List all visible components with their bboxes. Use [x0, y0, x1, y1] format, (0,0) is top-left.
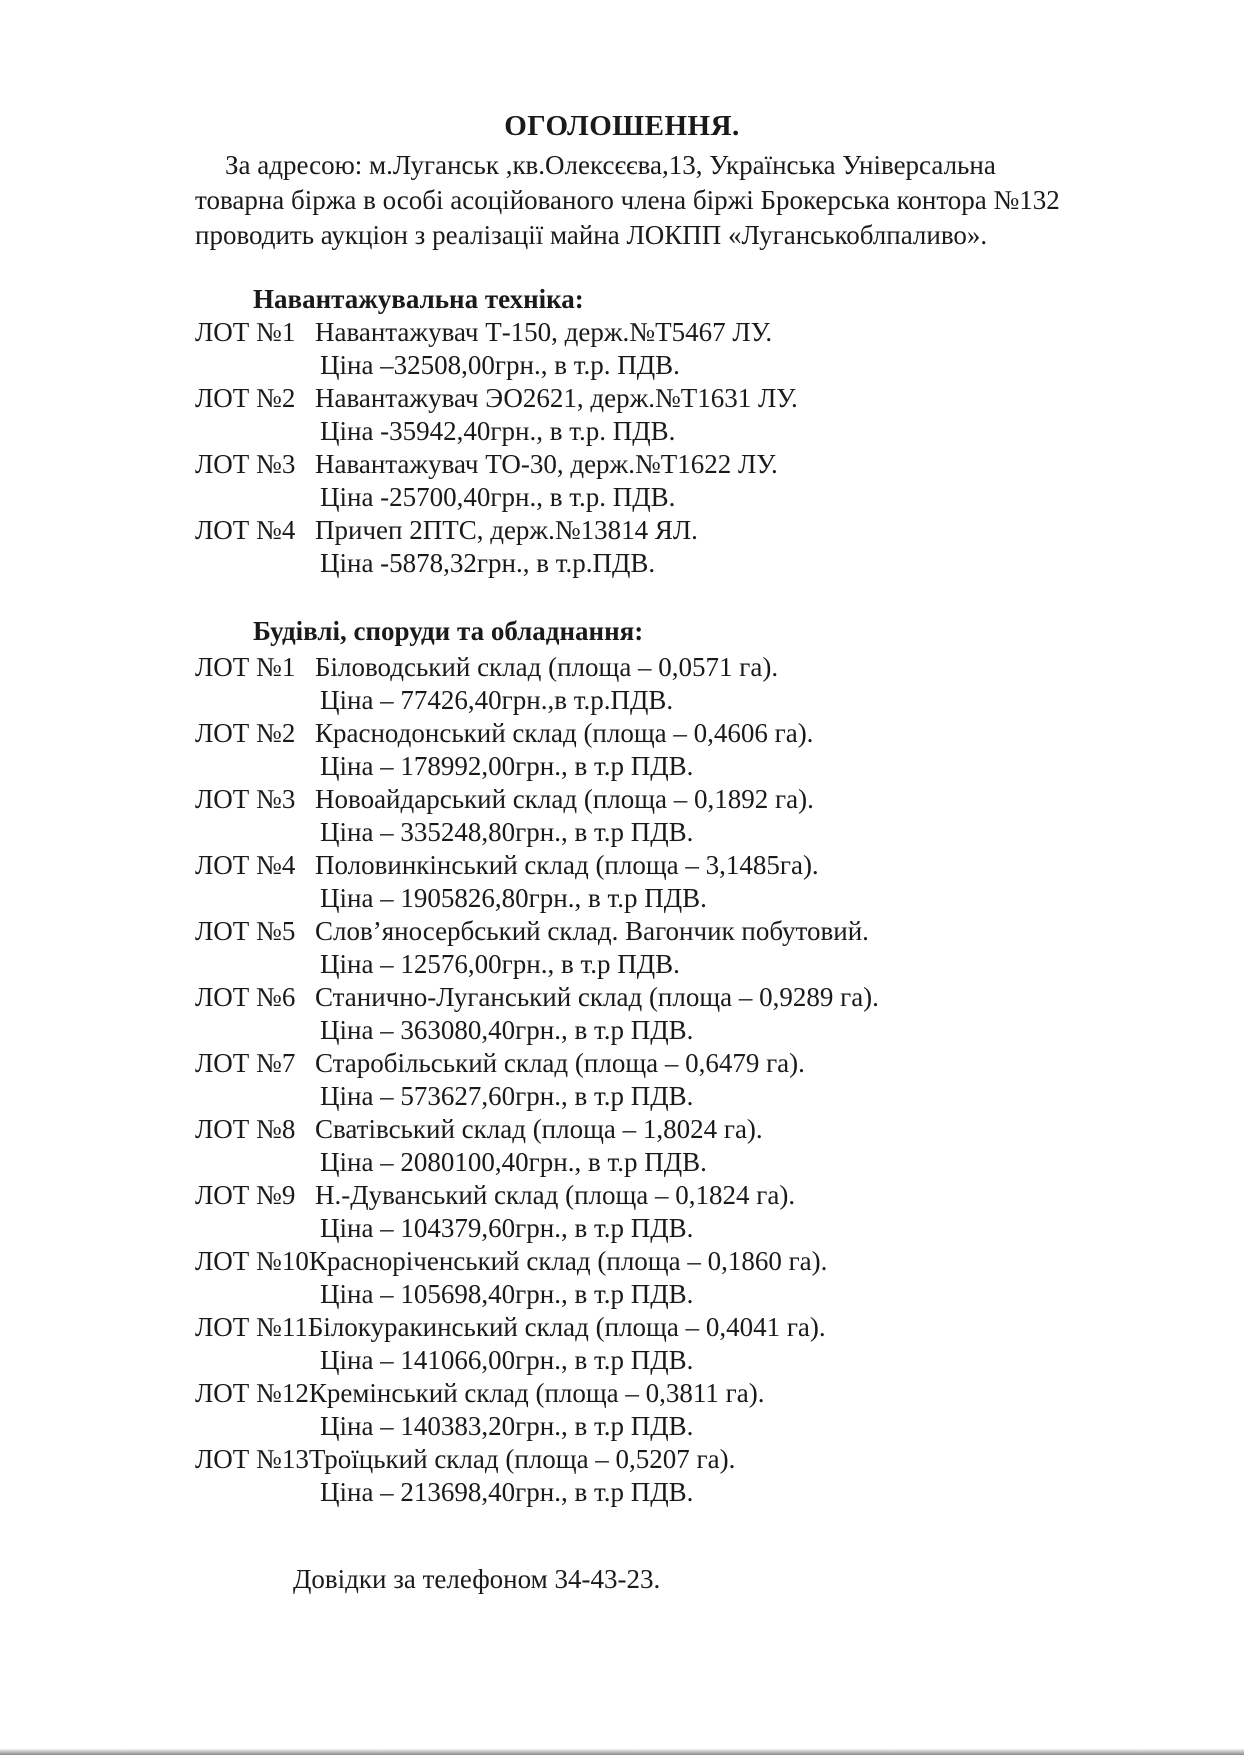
lot-number: ЛОТ №6 — [195, 982, 296, 1012]
lot-description: Причеп 2ПТС, держ.№13814 ЯЛ. — [315, 515, 698, 545]
lot-item — [195, 717, 1195, 783]
lot-description: Білокуракинський склад (площа – 0,4041 га). — [307, 1312, 826, 1342]
lot-item — [195, 915, 1195, 981]
scan-bottom-edge — [0, 1749, 1244, 1755]
lot-price: Ціна – 104379,60грн., в т.р ПДВ. — [320, 1213, 694, 1243]
lot-number: ЛОТ №2 — [195, 383, 296, 413]
lot-item — [195, 783, 1195, 849]
lot-item — [195, 1179, 1195, 1245]
lot-description: Краснодонський склад (площа – 0,4606 га). — [315, 718, 814, 748]
lot-number: ЛОТ №11 — [195, 1312, 308, 1342]
lot-number: ЛОТ №12 — [195, 1378, 309, 1408]
lot-item — [195, 849, 1195, 915]
lot-price: Ціна – 178992,00грн., в т.р ПДВ. — [320, 751, 694, 781]
lot-price: Ціна – 2080100,40грн., в т.р ПДВ. — [320, 1147, 707, 1177]
lot-description: Кремінський склад (площа – 0,3811 га). — [308, 1378, 765, 1408]
lot-item — [195, 1377, 1195, 1443]
lot-item — [195, 1113, 1195, 1179]
lot-list-machinery — [195, 316, 1195, 580]
intro-paragraph — [195, 148, 1135, 253]
lot-description: Троїцький склад (площа – 0,5207 га). — [308, 1444, 736, 1474]
lot-price: Ціна -35942,40грн., в т.р. ПДВ. — [320, 416, 676, 446]
intro-line: За адресою: м.Луганськ ,кв.Олексєєва,13, Українська Універсальна — [225, 150, 996, 180]
lot-description: Біловодський склад (площа – 0,0571 га). — [315, 652, 779, 682]
lot-price: Ціна – 213698,40грн., в т.р ПДВ. — [320, 1477, 694, 1507]
lot-description: Навантажувач ЭО2621, держ.№Т1631 ЛУ. — [315, 383, 798, 413]
lot-item — [195, 382, 1195, 448]
lot-number: ЛОТ №4 — [195, 515, 296, 545]
lot-description: Навантажувач Т-150, держ.№Т5467 ЛУ. — [315, 317, 773, 347]
lot-item — [195, 316, 1195, 382]
lot-price: Ціна – 573627,60грн., в т.р ПДВ. — [320, 1081, 694, 1111]
lot-number: ЛОТ №1 — [195, 317, 296, 347]
lot-item — [195, 981, 1195, 1047]
lot-price: Ціна – 141066,00грн., в т.р ПДВ. — [320, 1345, 694, 1375]
lot-price: Ціна -5878,32грн., в т.р.ПДВ. — [320, 548, 656, 578]
lot-description: Половинкінський склад (площа – 3,1485га). — [315, 850, 819, 880]
intro-line: товарна біржа в особі асоційованого члена біржі Брокерська контора №132 — [195, 185, 1060, 215]
lot-item — [195, 1245, 1195, 1311]
lot-number: ЛОТ №2 — [195, 718, 296, 748]
lot-number: ЛОТ №9 — [195, 1180, 296, 1210]
contact-phone-note: Довідки за телефоном 34-43-23. — [293, 1564, 661, 1594]
document-title: ОГОЛОШЕННЯ. — [504, 110, 740, 142]
lot-item — [195, 651, 1195, 717]
lot-price: Ціна – 77426,40грн.,в т.р.ПДВ. — [320, 685, 674, 715]
lot-number: ЛОТ №1 — [195, 652, 296, 682]
lot-price: Ціна – 363080,40грн., в т.р ПДВ. — [320, 1015, 694, 1045]
lot-price: Ціна -25700,40грн., в т.р. ПДВ. — [320, 482, 676, 512]
intro-line: проводить аукціон з реалізації майна ЛОКПП «Луганськоблпаливо». — [195, 220, 988, 250]
lot-description: Новоайдарський склад (площа – 0,1892 га). — [315, 784, 814, 814]
lot-description: Н.-Дуванський склад (площа – 0,1824 га). — [315, 1180, 796, 1210]
lot-description: Старобільський склад (площа – 0,6479 га). — [315, 1048, 805, 1078]
lot-number: ЛОТ №4 — [195, 850, 296, 880]
lot-description: Навантажувач ТО-30, держ.№Т1622 ЛУ. — [315, 449, 778, 479]
lot-item — [195, 1443, 1195, 1509]
lot-price: Ціна – 140383,20грн., в т.р ПДВ. — [320, 1411, 694, 1441]
section-heading-machinery: Навантажувальна техніка: — [253, 284, 584, 314]
lot-list-buildings — [195, 651, 1195, 1509]
lot-number: ЛОТ №13 — [195, 1444, 309, 1474]
lot-number: ЛОТ №3 — [195, 449, 296, 479]
lot-item — [195, 1311, 1195, 1377]
lot-number: ЛОТ №5 — [195, 916, 296, 946]
lot-number: ЛОТ №10 — [195, 1246, 309, 1276]
lot-item — [195, 448, 1195, 514]
lot-price: Ціна – 1905826,80грн., в т.р ПДВ. — [320, 883, 707, 913]
lot-price: Ціна – 105698,40грн., в т.р ПДВ. — [320, 1279, 694, 1309]
lot-description: Красноріченський склад (площа – 0,1860 га). — [308, 1246, 828, 1276]
lot-price: Ціна – 12576,00грн., в т.р ПДВ. — [320, 949, 680, 979]
lot-price: Ціна – 335248,80грн., в т.р ПДВ. — [320, 817, 694, 847]
lot-number: ЛОТ №8 — [195, 1114, 296, 1144]
lot-item — [195, 514, 1195, 580]
lot-number: ЛОТ №7 — [195, 1048, 296, 1078]
lot-description: Сватівський склад (площа – 1,8024 га). — [315, 1114, 763, 1144]
lot-description: Слов’яносербський склад. Вагончик побутовий. — [315, 916, 869, 946]
lot-number: ЛОТ №3 — [195, 784, 296, 814]
lot-price: Ціна –32508,00грн., в т.р. ПДВ. — [320, 350, 680, 380]
lot-item — [195, 1047, 1195, 1113]
lot-description: Станично-Луганський склад (площа – 0,9289 га). — [315, 982, 879, 1012]
section-heading-buildings: Будівлі, споруди та обладнання: — [253, 616, 644, 646]
